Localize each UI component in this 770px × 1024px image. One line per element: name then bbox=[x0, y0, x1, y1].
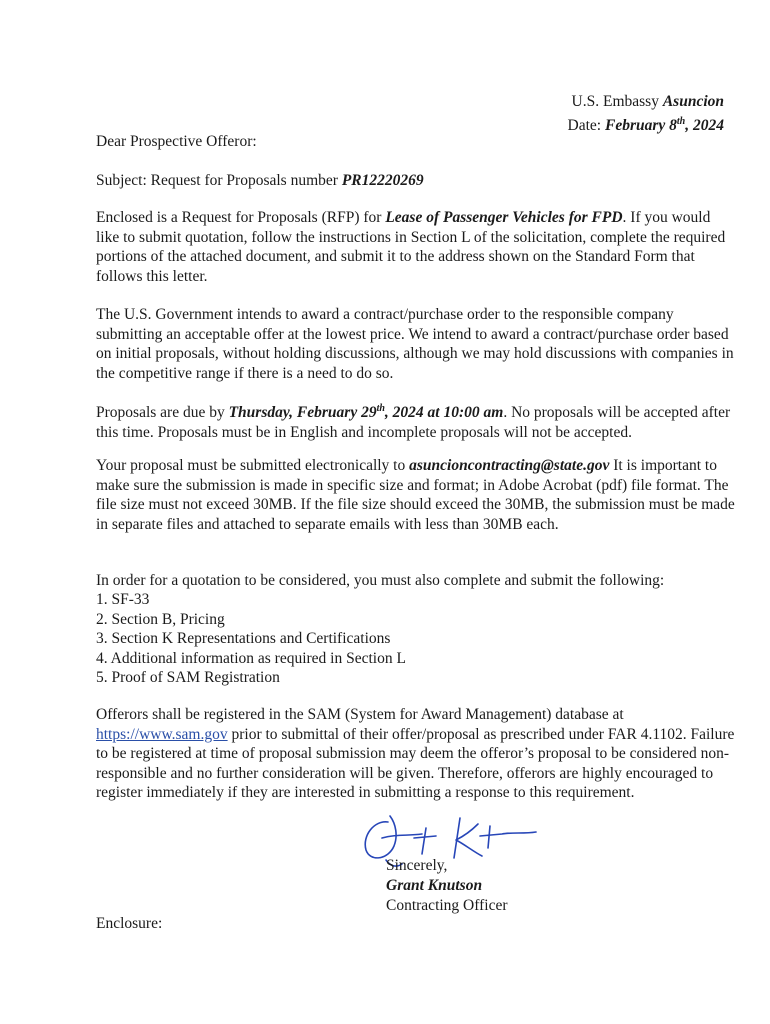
list-item: 2. Section B, Pricing bbox=[96, 610, 225, 628]
rfp-title: Lease of Passenger Vehicles for FPD bbox=[385, 209, 623, 226]
signer-name: Grant Knutson bbox=[386, 877, 483, 894]
requirements-list bbox=[96, 590, 406, 688]
submission-email: asuncioncontracting@state.gov bbox=[409, 457, 610, 474]
subject-line: Subject: Request for Proposals number PR12220269 bbox=[96, 172, 424, 189]
paragraph-award: The U.S. Government intends to award a contract/purchase order to the responsible company submitting an acceptable offer at the lowest price. We intend to award a contract/purchase order based on initial proposals, without holding discussions, although we may hold discussions with companies in the competitive range if there is a need to do so. bbox=[96, 306, 734, 382]
due-date: Thursday, February 29th, 2024 at 10:00 am bbox=[228, 403, 504, 422]
embassy-city: Asuncion bbox=[662, 93, 724, 110]
signature-block bbox=[386, 856, 508, 916]
requirements-intro: In order for a quotation to be considered, you must also complete and submit the following: bbox=[96, 572, 665, 589]
paragraph-submission: Your proposal must be submitted electronically to asuncioncontracting@state.gov It is important to make sure the submission is made in specific size and format; in Adobe Acrobat (pdf) file format. The file size must not exceed 30MB. If the file size should exceed the 30MB, the submission must be made in separate files and attached to separate emails with less than 30MB each. bbox=[96, 457, 735, 533]
list-item: 5. Proof of SAM Registration bbox=[96, 669, 280, 686]
sam-link[interactable]: https://www.sam.gov bbox=[96, 725, 228, 743]
signer-title: Contracting Officer bbox=[386, 897, 508, 914]
list-item: 3. Section K Representations and Certifications bbox=[96, 630, 391, 647]
list-item: 1. SF-33 bbox=[96, 591, 150, 608]
enclosure-label: Enclosure: bbox=[96, 915, 163, 932]
date-line: Date: February 8th, 2024 bbox=[567, 116, 724, 135]
salutation: Dear Prospective Offeror: bbox=[96, 133, 257, 150]
paragraph-enclosed: Enclosed is a Request for Proposals (RFP) for Lease of Passenger Vehicles for FPD. If you would like to submit quotation, follow the instructions in Section L of the solicitation, complete the required portions of the attached document, and submit it to the address shown on the Standard Form that follows this letter. bbox=[96, 209, 726, 285]
paragraph-due-date: Proposals are due by Thursday, February 29th, 2024 at 10:00 am. No proposals will be accepted after this time. Proposals must be in English and incomplete proposals will not be accepted. bbox=[96, 403, 731, 441]
letter-date: February 8th, 2024 bbox=[604, 116, 724, 135]
paragraph-sam: Offerors shall be registered in the SAM (System for Award Management) database at https://www.sam.gov prior to submittal of their offer/proposal as prescribed under FAR 4.1102. Failure to be registered at time of proposal submission may deem the offeror’s proposal to be considered non-responsible and no further consideration will be given. Therefore, offerors are highly encouraged to register immediately if they are interested in submitting a response to this requirement. bbox=[96, 706, 735, 801]
valediction: Sincerely, bbox=[386, 857, 448, 874]
rfp-number: PR12220269 bbox=[341, 172, 424, 189]
embassy-line: U.S. Embassy Asuncion bbox=[571, 93, 724, 110]
list-item: 4. Additional information as required in Section L bbox=[96, 649, 406, 667]
letter-header bbox=[568, 92, 724, 136]
